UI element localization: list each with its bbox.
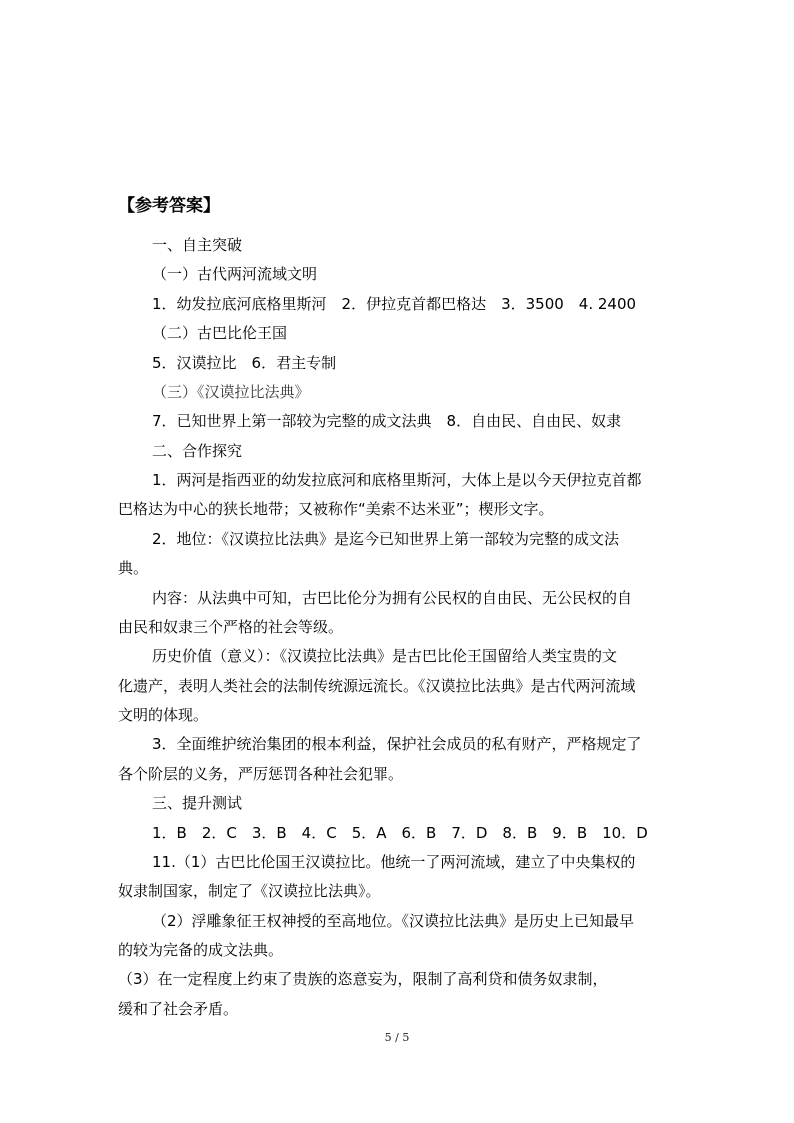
- answer-line: 1．幼发拉底河底格里斯河 2．伊拉克首都巴格达 3．3500 4. 2400: [152, 295, 637, 313]
- answer-line: 1．B 2．C 3．B 4．C 5．A 6．B 7．D 8．B 9．B 10．D: [152, 824, 648, 842]
- paragraph-line: 奴隶制国家，制定了《汉谟拉比法典》。: [118, 882, 381, 900]
- paragraph-line: 典。: [118, 559, 149, 577]
- paragraph-line: （3）在一定程度上约束了贵族的恣意妄为，限制了高利贷和债务奴隶制，: [118, 970, 608, 988]
- paragraph-line: 巴格达为中心的狭长地带；又被称作“美索不达米亚”；楔形文字。: [118, 500, 554, 518]
- subsection-title: （二）古巴比伦王国: [152, 324, 288, 342]
- paragraph-line: 各个阶层的义务，严厉惩罚各种社会犯罪。: [118, 765, 404, 783]
- paragraph-line: 文明的体现。: [118, 706, 209, 724]
- paragraph-line: 1．两河是指西亚的幼发拉底河和底格里斯河，大体上是以今天伊拉克首都: [152, 471, 642, 489]
- paragraph-line: 3．全面维护统治集团的根本利益，保护社会成员的私有财产，严格规定了: [152, 735, 642, 753]
- paragraph-line: 由民和奴隶三个严格的社会等级。: [118, 618, 344, 636]
- paragraph-line: 缓和了社会矛盾。: [118, 1000, 239, 1018]
- paragraph-line: 化遗产，表明人类社会的法制传统源远流长。《汉谟拉比法典》是古代两河流域: [118, 677, 636, 695]
- paragraph-line: 11.（1）古巴比伦国王汉谟拉比。他统一了两河流域，建立了中央集权的: [152, 853, 636, 871]
- section-title: 三、提升测试: [152, 794, 243, 812]
- answer-line: 7．已知世界上第一部较为完整的成文法典 8．自由民、自由民、奴隶: [152, 412, 622, 430]
- paragraph-line: 2．地位：《汉谟拉比法典》是迄今已知世界上第一部较为完整的成文法: [152, 530, 620, 548]
- section-title: 一、自主突破: [152, 236, 243, 254]
- paragraph-line: 内容：从法典中可知，古巴比伦分为拥有公民权的自由民、无公民权的自: [152, 589, 633, 607]
- section-title: 二、合作探究: [152, 442, 243, 460]
- paragraph-line: 历史价值（意义）：《汉谟拉比法典》是古巴比伦王国留给人类宝贵的文: [152, 647, 618, 665]
- answer-heading: 【参考答案】: [118, 196, 220, 216]
- answer-line: 5．汉谟拉比 6．君主专制: [152, 354, 337, 372]
- page-number: 5 / 5: [384, 1031, 410, 1044]
- paragraph-line: 的较为完备的成文法典。: [118, 941, 284, 959]
- subsection-title: （一）古代两河流域文明: [152, 265, 318, 283]
- paragraph-line: （2）浮雕象征王权神授的至高地位。《汉谟拉比法典》是历史上已知最早: [152, 912, 635, 930]
- subsection-title: （三）《汉谟拉比法典》: [152, 383, 310, 401]
